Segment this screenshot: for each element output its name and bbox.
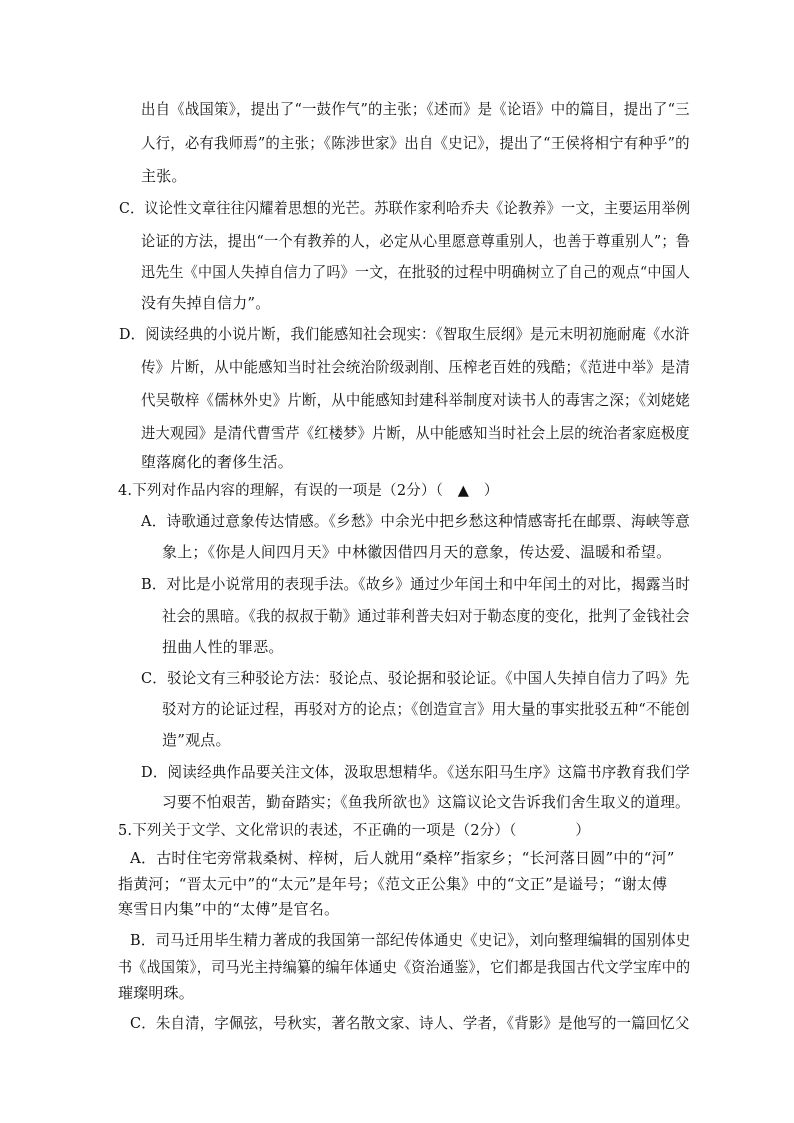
q4-option-a-line-2: 象上；《你是人间四月天》中林徽因借四月天的意象，传达爱、温暖和希望。 [162, 543, 672, 561]
q4-option-b-line-3: 扭曲人性的罪恶。 [162, 638, 284, 656]
q5-option-a-line-1: A．古时住宅旁常栽桑树、梓树，后人就用“桑梓”指家乡；“长河落日圆”中的“河” [130, 849, 675, 867]
q3-option-d-line-4: 进大观园》是清代曹雪芹《红楼梦》片断，从中能感知当时社会上层的统治者家庭极度 [141, 424, 690, 442]
q3-option-b-line-2: 人行，必有我师焉”的主张；《陈涉世家》出自《史记》，提出了“王侯将相宁有种乎”的 [141, 134, 690, 152]
q4-option-b-line-2: 社会的黑暗。《我的叔叔于勒》通过菲利普夫妇对于勒态度的变化，批判了金钱社会 [162, 607, 690, 625]
q4-option-b-line-1: B．对比是小说常用的表现手法。《故乡》通过少年闰土和中年闰土的对比，揭露当时 [141, 575, 691, 593]
q3-option-c-line-4: 没有失掉自信力”。 [141, 294, 271, 312]
q5-option-b-line-1: B．司马迁用毕生精力著成的我国第一部纪传体通史《史记》，刘向整理编辑的国别体史 [130, 931, 691, 949]
q4-option-c-line-2: 驳对方的论证过程，再驳对方的论点；《创造宣言》用大量的事实批驳五种“不能创 [162, 700, 690, 718]
q3-option-b-line-1: 出自《战国策》，提出了“一鼓作气”的主张；《述而》是《论语》中的篇目，提出了“三 [141, 100, 690, 118]
q3-option-d-line-5: 堕落腐化的奢侈生活。 [141, 453, 294, 471]
q3-option-d-line-2: 传》片断，从中能感知当时社会统治阶级剥削、压榨老百姓的残酷；《范进中举》是清 [141, 358, 691, 376]
q5-option-b-line-3: 璀璨明珠。 [118, 984, 195, 1002]
q4-option-c-line-1: C．驳论文有三种驳论方法：驳论点、驳论据和驳论证。《中国人失掉自信力了吗》先 [141, 669, 690, 687]
q3-option-d-line-1: D．阅读经典的小说片断，我们能感知社会现实：《智取生辰纲》是元末明初施耐庵《水浒 [119, 325, 690, 343]
q5-option-a-line-2: 指黄河；“晋太元中”的“太元”是年号；《范文正公集》中的“文正”是谥号；“谢太傅 [118, 875, 668, 893]
q4-stem: 4.下列对作品内容的理解，有误的一项是（2分）（ ▲ ） [118, 483, 499, 499]
q4-option-d-line-2: 习要不怕艰苦，勤奋踏实；《鱼我所欲也》这篇议论文告诉我们舍生取义的道理。 [162, 793, 690, 811]
q4-option-a-line-1: A．诗歌通过意象传达情感。《乡愁》中余光中把乡愁这种情感寄托在邮票、海峡等意 [141, 512, 690, 530]
q5-option-c-line-1: C．朱自清，字佩弦，号秋实，著名散文家、诗人、学者，《背影》是他写的一篇回忆父 [130, 1014, 690, 1032]
q3-option-b-line-3: 主张。 [141, 167, 187, 185]
q3-option-d-line-3: 代吴敬梓《儒林外史》片断，从中能感知封建科举制度对读书人的毒害之深；《刘姥姥 [141, 391, 691, 409]
q3-option-c-line-3: 迅先生《中国人失掉自信力了吗》一文，在批驳的过程中明确树立了自己的观点“中国人 [141, 263, 691, 281]
q5-option-b-line-2: 书《战国策》，司马光主持编纂的编年体通史《资治通鉴》，它们都是我国古代文学宝库中的 [118, 958, 691, 976]
q4-option-d-line-1: D．阅读经典作品要关注文体，汲取思想精华。《送东阳马生序》这篇书序教育我们学 [141, 763, 690, 781]
q3-option-c-line-2: 论证的方法，提出“一个有教养的人，必定从心里愿意尊重别人，也善于尊重别人”；鲁 [141, 232, 691, 250]
q3-option-c-line-1: C．议论性文章往往闪耀着思想的光芒。苏联作家利哈乔夫《论教养》一文，主要运用举例 [119, 199, 691, 217]
q5-option-a-line-3: 寒雪日内集”中的“太傅”是官名。 [118, 900, 340, 918]
q5-stem: 5.下列关于文学、文化常识的表述，不正确的一项是（2分）（ ） [118, 823, 591, 839]
q4-option-c-line-3: 造”观点。 [162, 731, 231, 749]
